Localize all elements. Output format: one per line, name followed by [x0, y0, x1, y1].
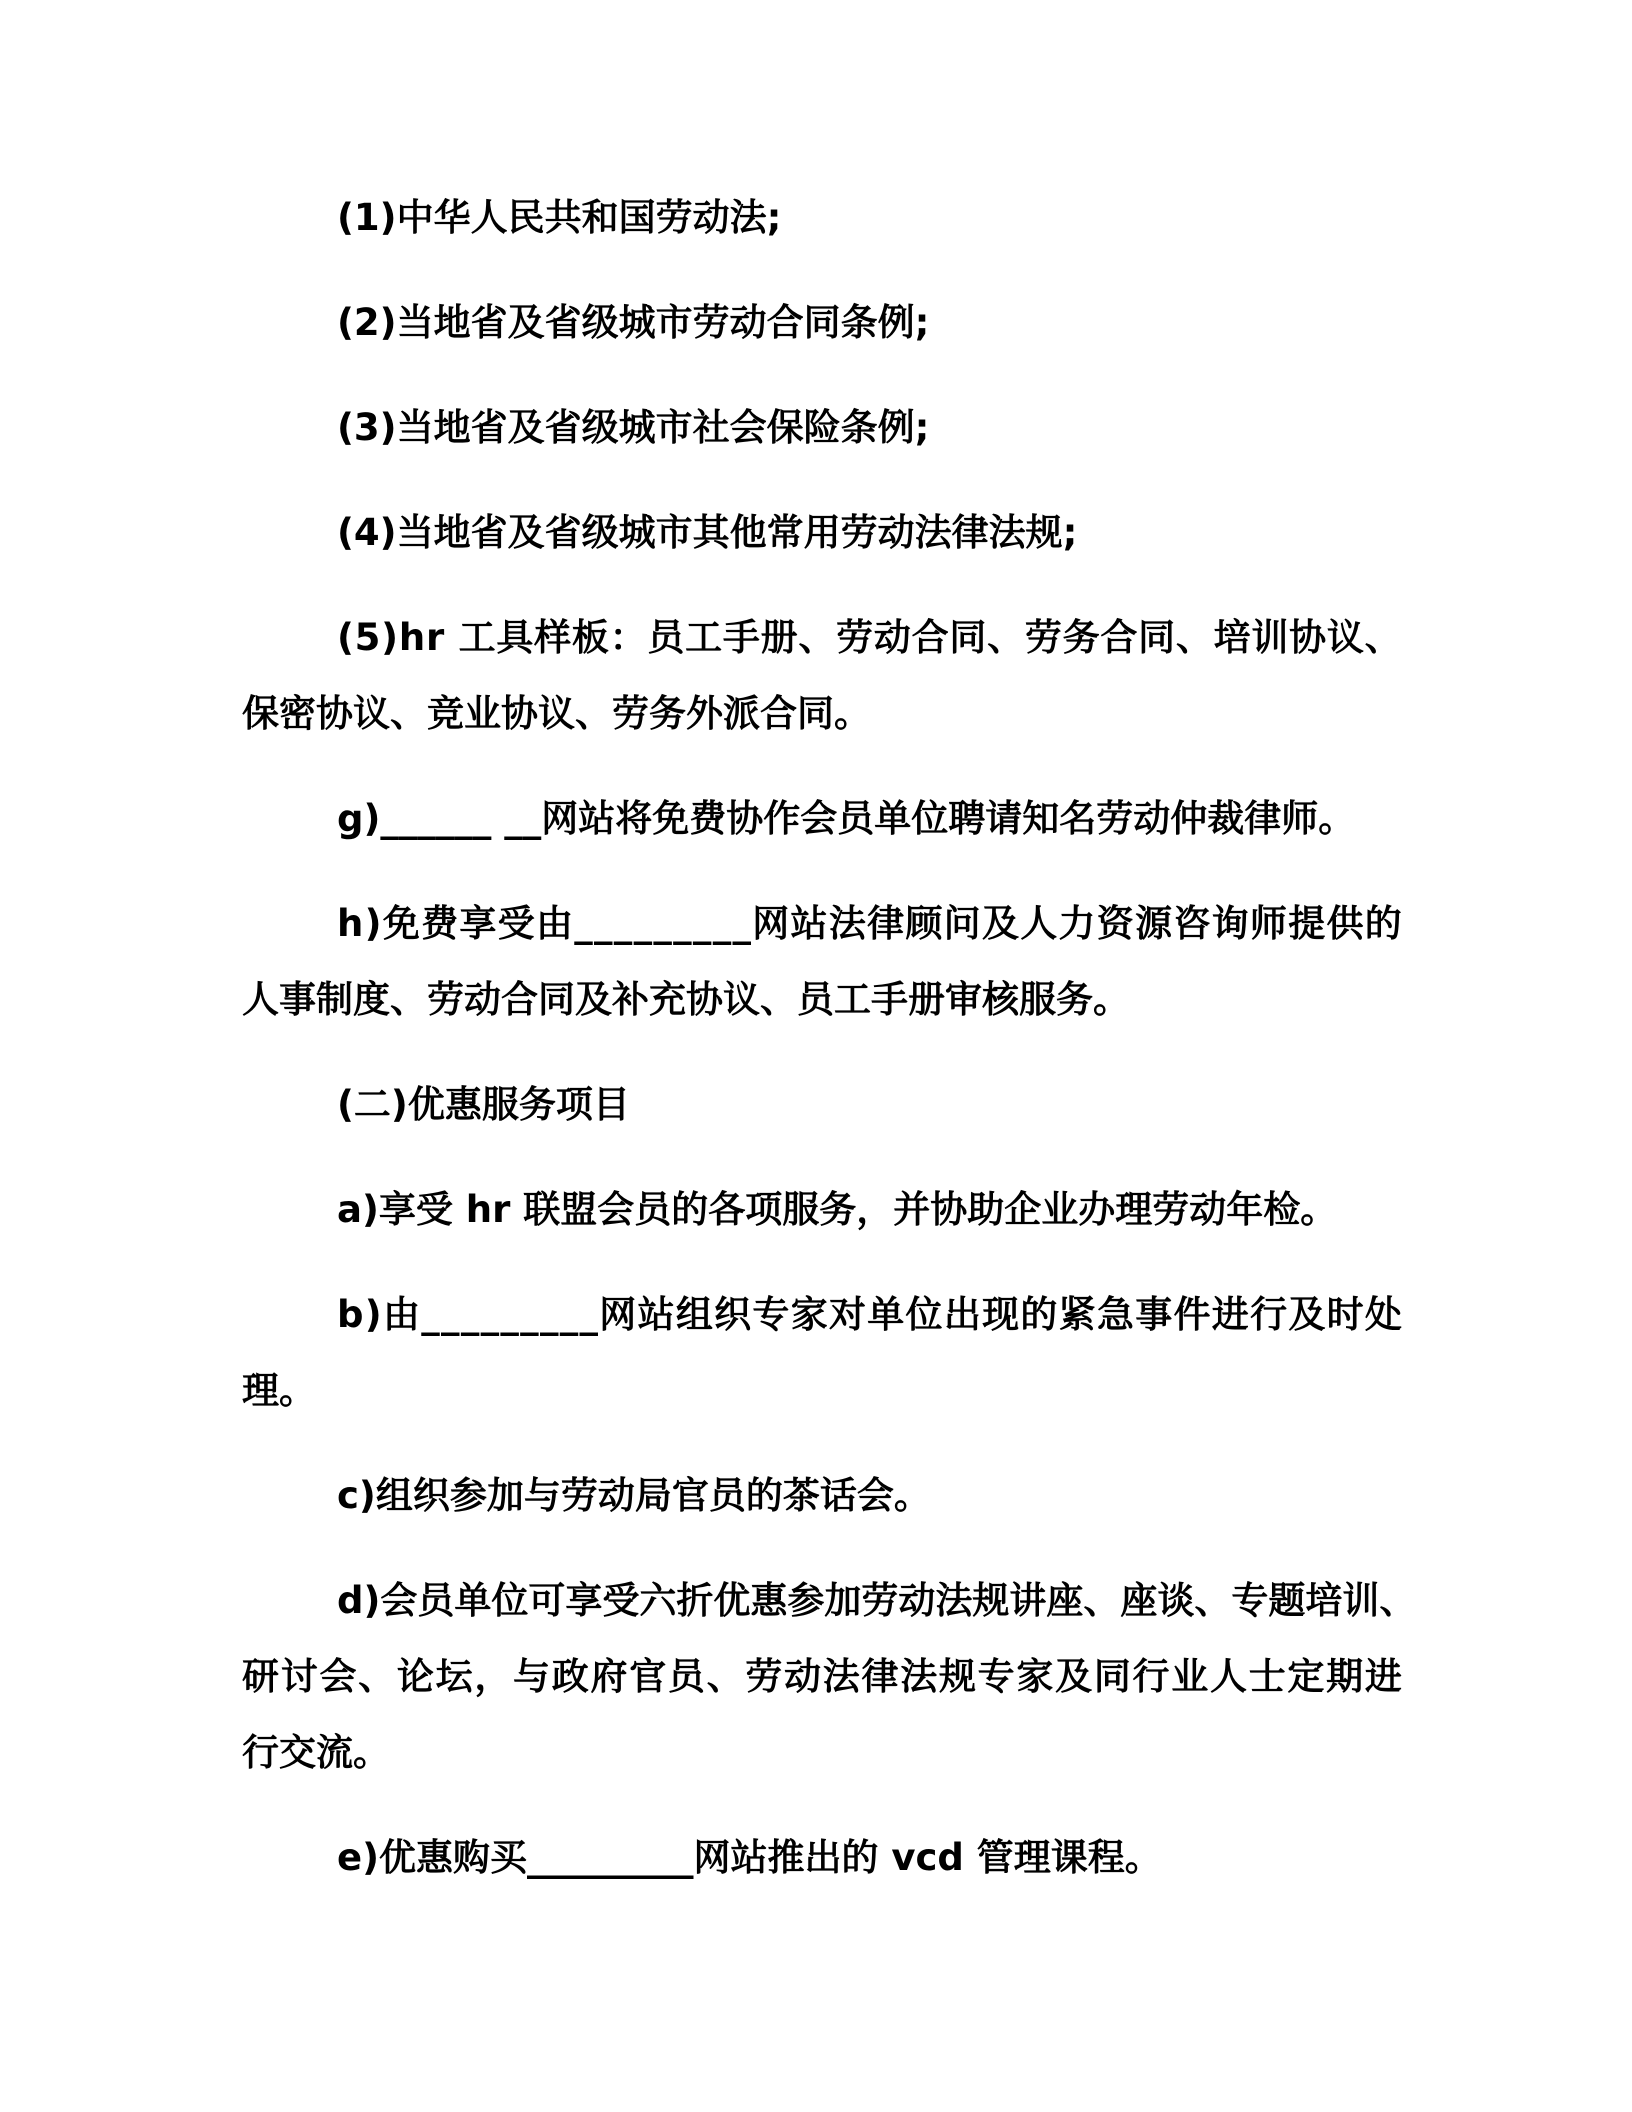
glyph: 处	[1364, 1293, 1402, 1336]
glyph: _	[441, 1293, 460, 1336]
glyph: )	[363, 1579, 381, 1622]
glyph: 件	[1173, 1293, 1211, 1336]
document-body	[242, 180, 1417, 1896]
glyph: )	[364, 1293, 382, 1336]
glyph: 劳	[861, 1579, 899, 1622]
glyph: 及	[1055, 1655, 1093, 1698]
glyph: 劳	[836, 616, 874, 659]
glyph: 同	[1138, 616, 1176, 659]
glyph: 专	[977, 1655, 1015, 1698]
paragraph	[242, 390, 1402, 466]
glyph: 免	[382, 902, 420, 945]
glyph: 人	[1209, 1655, 1247, 1698]
glyph: _	[692, 902, 712, 945]
paragraph	[242, 1820, 1402, 1896]
glyph: 由	[535, 902, 573, 945]
glyph: 出	[943, 1293, 981, 1336]
glyph: 具	[496, 616, 534, 659]
glyph: 、	[1083, 1579, 1121, 1622]
glyph: 板	[571, 616, 609, 659]
paragraph	[242, 285, 1402, 361]
glyph: 顾	[905, 902, 943, 945]
text-line: g)______ __网站将免费协作会员单位聘请知名劳动仲裁律师。	[337, 797, 1356, 840]
glyph: h	[398, 616, 426, 659]
glyph: 可	[528, 1579, 566, 1622]
glyph: 的	[1020, 1293, 1058, 1336]
text-line: (4)当地省及省级城市其他常用劳动法律法规;	[337, 511, 1078, 554]
glyph: 会	[319, 1655, 357, 1698]
glyph: 题	[1268, 1579, 1306, 1622]
glyph: 、	[987, 616, 1025, 659]
glyph: 、	[1175, 616, 1213, 659]
glyph: 座	[1046, 1579, 1084, 1622]
glyph: _	[480, 1293, 500, 1336]
glyph: 期	[1326, 1655, 1364, 1698]
glyph: 样	[534, 616, 572, 659]
glyph: 员	[667, 1655, 705, 1698]
text-line: 理。	[242, 1369, 316, 1412]
paragraph	[242, 600, 1402, 752]
glyph: _	[712, 902, 732, 945]
glyph: _	[732, 902, 751, 945]
glyph: 询	[1211, 902, 1249, 945]
glyph: 织	[714, 1293, 752, 1336]
glyph: 、	[798, 616, 836, 659]
glyph: 享	[565, 1579, 603, 1622]
glyph: 员	[417, 1579, 455, 1622]
glyph: 与	[513, 1655, 551, 1698]
paragraph	[242, 495, 1402, 571]
glyph: 六	[639, 1579, 677, 1622]
text-line: (3)当地省及省级城市社会保险条例;	[337, 406, 930, 449]
glyph: 协	[1289, 616, 1327, 659]
glyph: b	[337, 1293, 364, 1336]
glyph: 供	[1326, 902, 1364, 945]
glyph: 力	[1058, 902, 1096, 945]
glyph: 工	[685, 616, 723, 659]
glyph: 急	[1096, 1293, 1134, 1336]
text-line: (1)中华人民共和国劳动法;	[337, 196, 782, 239]
glyph: 对	[828, 1293, 866, 1336]
glyph: 训	[1342, 1579, 1380, 1622]
glyph: 单	[454, 1579, 492, 1622]
text-line: 行交流。	[242, 1731, 390, 1774]
glyph: 5	[354, 616, 381, 659]
glyph: 务	[1062, 616, 1100, 659]
glyph: 现	[982, 1293, 1020, 1336]
glyph: 紧	[1058, 1293, 1096, 1336]
paragraph	[242, 1277, 1402, 1429]
glyph: _	[500, 1293, 519, 1336]
glyph: 享	[459, 902, 497, 945]
glyph: 法	[900, 1655, 938, 1698]
text-line: 人事制度、劳动合同及补充协议、员工手册审核服务。	[242, 978, 1130, 1021]
glyph: 组	[675, 1293, 713, 1336]
glyph: _	[520, 1293, 539, 1336]
glyph: 位	[491, 1579, 529, 1622]
glyph: 、	[706, 1655, 744, 1698]
glyph: 府	[590, 1655, 628, 1698]
glyph: 、	[1194, 1579, 1232, 1622]
glyph: _	[460, 1293, 480, 1336]
glyph: 费	[421, 902, 459, 945]
glyph: 专	[752, 1293, 790, 1336]
glyph: 合	[1100, 616, 1138, 659]
text-line: e)优惠购买_________网站推出的 vcd 管理课程。	[337, 1836, 1162, 1879]
glyph: 优	[713, 1579, 751, 1622]
glyph: _	[633, 902, 653, 945]
text-line	[242, 1639, 1402, 1715]
glyph: _	[574, 902, 593, 945]
glyph: 参	[787, 1579, 825, 1622]
glyph: 问	[943, 902, 981, 945]
glyph: _	[539, 1293, 559, 1336]
glyph: 手	[722, 616, 760, 659]
glyph: 网	[752, 902, 790, 945]
glyph: 工	[458, 616, 496, 659]
glyph	[445, 600, 458, 676]
paragraph	[242, 886, 1402, 1038]
glyph: )	[381, 616, 399, 659]
glyph: 政	[551, 1655, 589, 1698]
glyph: 律	[867, 902, 905, 945]
glyph: 研	[242, 1655, 279, 1698]
glyph: d	[337, 1579, 364, 1622]
text-line: (2)当地省及省级城市劳动合同条例;	[337, 301, 930, 344]
glyph: 站	[637, 1293, 675, 1336]
glyph: 由	[382, 1293, 420, 1336]
glyph: 、	[1379, 1579, 1417, 1622]
glyph: 及	[981, 902, 1019, 945]
text-line: 保密协议、竞业协议、劳务外派合同。	[242, 692, 871, 735]
glyph: 进	[1211, 1293, 1249, 1336]
glyph: 论	[396, 1655, 434, 1698]
glyph: 网	[599, 1293, 637, 1336]
paragraph	[242, 1067, 1402, 1143]
glyph: _	[579, 1293, 599, 1336]
glyph: 师	[1249, 902, 1287, 945]
glyph: 受	[602, 1579, 640, 1622]
glyph: 、	[1364, 616, 1402, 659]
glyph: 位	[905, 1293, 943, 1336]
glyph: 劳	[745, 1655, 783, 1698]
glyph: 咨	[1173, 902, 1211, 945]
glyph: 行	[1250, 1293, 1288, 1336]
glyph: _	[559, 1293, 579, 1336]
glyph: h	[337, 902, 364, 945]
glyph: ，	[474, 1655, 512, 1698]
glyph: 培	[1305, 1579, 1343, 1622]
text-line: c)组织参加与劳动局官员的茶话会。	[337, 1474, 931, 1517]
glyph: 及	[1288, 1293, 1326, 1336]
glyph: 的	[1364, 902, 1402, 945]
glyph: 受	[497, 902, 535, 945]
glyph: 册	[760, 616, 798, 659]
text-line: a)享受 hr 联盟会员的各项服务，并协助企业办理劳动年检。	[337, 1188, 1338, 1231]
glyph: 单	[867, 1293, 905, 1336]
glyph: 动	[873, 616, 911, 659]
paragraph	[242, 1458, 1402, 1534]
text-line	[242, 886, 1402, 962]
glyph: 惠	[750, 1579, 788, 1622]
glyph: 人	[1020, 902, 1058, 945]
glyph: 同	[1093, 1655, 1131, 1698]
glyph: 律	[861, 1655, 899, 1698]
glyph: 规	[972, 1579, 1010, 1622]
text-line	[242, 1563, 1417, 1639]
glyph: 家	[1016, 1655, 1054, 1698]
glyph: 员	[647, 616, 685, 659]
glyph: _	[673, 902, 692, 945]
glyph: 讲	[1009, 1579, 1047, 1622]
glyph: (	[337, 616, 354, 659]
glyph: r	[425, 616, 445, 659]
paragraph	[242, 1563, 1417, 1791]
glyph: 官	[629, 1655, 667, 1698]
glyph: 业	[1171, 1655, 1209, 1698]
glyph: )	[364, 902, 382, 945]
text-line	[242, 1277, 1402, 1353]
glyph: 折	[676, 1579, 714, 1622]
glyph: _	[421, 1293, 440, 1336]
glyph: 动	[784, 1655, 822, 1698]
glyph: 同	[949, 616, 987, 659]
glyph: 事	[1135, 1293, 1173, 1336]
glyph: 会	[380, 1579, 418, 1622]
glyph: 议	[1326, 616, 1364, 659]
paragraph	[242, 180, 1402, 256]
glyph: 规	[938, 1655, 976, 1698]
glyph: 提	[1288, 902, 1326, 945]
glyph: _	[613, 902, 633, 945]
glyph: 士	[1248, 1655, 1286, 1698]
glyph: 家	[790, 1293, 828, 1336]
glyph: 行	[1132, 1655, 1170, 1698]
glyph: 法	[822, 1655, 860, 1698]
glyph: _	[594, 902, 613, 945]
glyph: 资	[1096, 902, 1134, 945]
glyph: 定	[1287, 1655, 1325, 1698]
glyph: 时	[1326, 1293, 1364, 1336]
glyph: 加	[824, 1579, 862, 1622]
glyph: 训	[1251, 616, 1289, 659]
glyph: _	[653, 902, 672, 945]
glyph: 进	[1364, 1655, 1402, 1698]
glyph: 法	[935, 1579, 973, 1622]
glyph: 培	[1213, 616, 1251, 659]
glyph: ：	[609, 616, 647, 659]
paragraph	[242, 781, 1402, 857]
paragraph	[242, 1172, 1402, 1248]
glyph: 坛	[435, 1655, 473, 1698]
glyph: 座	[1120, 1579, 1158, 1622]
glyph: 劳	[1024, 616, 1062, 659]
text-line: (二)优惠服务项目	[337, 1083, 630, 1126]
glyph: 、	[358, 1655, 396, 1698]
text-line	[242, 600, 1402, 676]
glyph: 法	[828, 902, 866, 945]
glyph: 源	[1135, 902, 1173, 945]
glyph: 专	[1231, 1579, 1269, 1622]
glyph: 动	[898, 1579, 936, 1622]
glyph: 谈	[1157, 1579, 1195, 1622]
glyph: 站	[790, 902, 828, 945]
glyph: 合	[911, 616, 949, 659]
glyph: 讨	[280, 1655, 318, 1698]
